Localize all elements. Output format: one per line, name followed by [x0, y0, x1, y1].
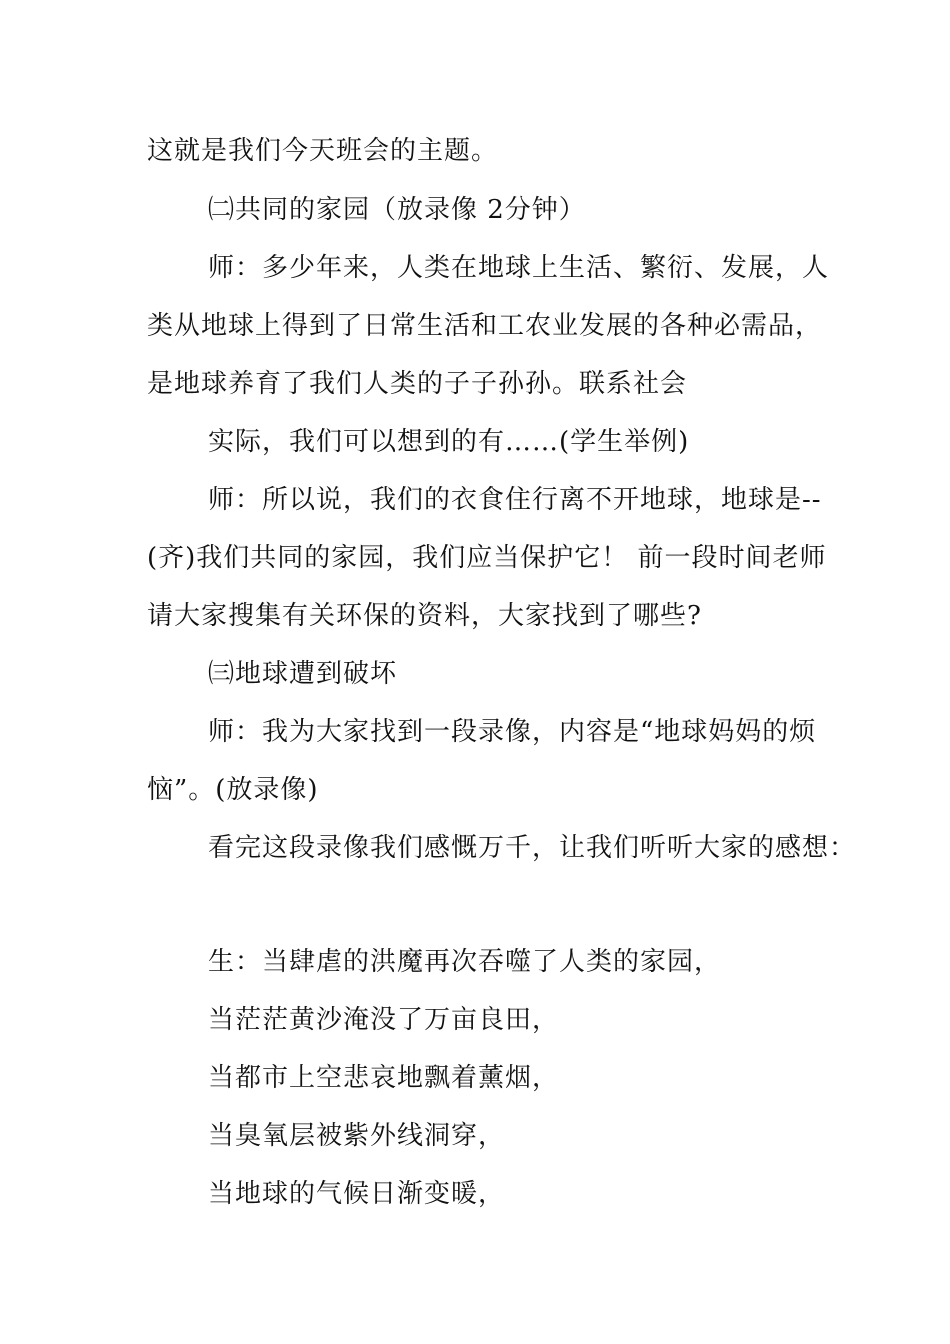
section-heading-3: ㈢地球遭到破坏: [208, 659, 398, 689]
text-line-6: 实际，我们可以想到的有……(学生举例): [208, 427, 690, 457]
poem-line-2: 当茫茫黄沙淹没了万亩良田，: [208, 1005, 560, 1035]
text-line-8: (齐)我们共同的家园，我们应当保护它！ 前一段时间老师: [147, 543, 827, 573]
text-line-1: 这就是我们今天班会的主题。: [147, 136, 499, 166]
text-line-9: 请大家搜集有关环保的资料，大家找到了哪些?: [147, 601, 702, 631]
section-heading-2: ㈡共同的家园（放录像 2分钟）: [208, 195, 586, 225]
text-line-4: 类从地球上得到了日常生活和工农业发展的各种必需品，: [147, 311, 823, 341]
text-line-12: 恼”。(放录像): [147, 775, 319, 805]
poem-line-5: 当地球的气候日渐变暖，: [208, 1179, 506, 1209]
text-line-7: 师：所以说，我们的衣食住行离不开地球，地球是--: [208, 485, 822, 515]
poem-line-1: 生：当肆虐的洪魔再次吞噬了人类的家园，: [208, 947, 722, 977]
text-line-11: 师：我为大家找到一段录像，内容是“地球妈妈的烦: [208, 717, 817, 747]
text-line-3: 师：多少年来，人类在地球上生活、繁衍、发展，人: [208, 253, 830, 283]
text-line-13: 看完这段录像我们感慨万千，让我们听听大家的感想：: [208, 833, 857, 863]
poem-line-3: 当都市上空悲哀地飘着薰烟，: [208, 1063, 560, 1093]
poem-line-4: 当臭氧层被紫外线洞穿，: [208, 1121, 506, 1151]
text-line-5: 是地球养育了我们人类的子子孙孙。联系社会: [147, 369, 688, 399]
